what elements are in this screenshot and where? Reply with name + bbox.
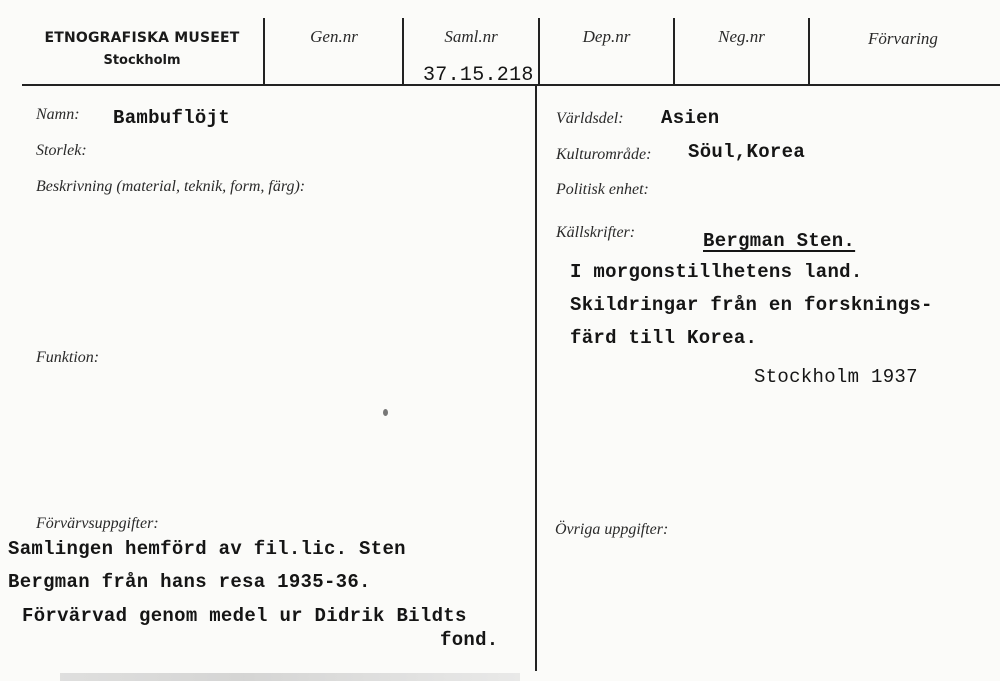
forvarv-line-3: Förvärvad genom medel ur Didrik Bildts <box>22 605 467 627</box>
museum-city: Stockholm <box>103 53 181 68</box>
beskrivning-label: Beskrivning (material, teknik, form, färg): <box>36 178 306 195</box>
forvarv-line-1: Samlingen hemförd av fil.lic. Sten <box>8 538 406 560</box>
storlek-label: Storlek: <box>36 142 87 159</box>
paper-speck <box>383 409 388 416</box>
kulturomrade-label: Kulturområde: <box>556 146 652 163</box>
neg-nr-label: Neg.nr <box>718 27 765 46</box>
gen-nr-label: Gen.nr <box>310 27 358 46</box>
forvarv-label: Förvärvsuppgifter: <box>36 515 159 532</box>
forvarv-line-2: Bergman från hans resa 1935-36. <box>8 571 371 593</box>
saml-nr-value: 37.15.218 <box>423 64 534 87</box>
ovriga-uppgifter-label: Övriga uppgifter: <box>555 521 669 538</box>
header-divider-1 <box>263 18 265 85</box>
scan-edge-shadow <box>60 673 520 681</box>
kallskrifter-line-1: I morgonstillhetens land. <box>570 261 863 283</box>
varldsdel-value: Asien <box>661 107 720 129</box>
kallskrifter-line-4: Stockholm 1937 <box>754 366 918 388</box>
forvaring-label: Förvaring <box>868 29 938 48</box>
kallskrifter-line-2: Skildringar från en forsknings- <box>570 294 933 316</box>
politisk-enhet-label: Politisk enhet: <box>556 181 649 198</box>
namn-value: Bambuflöjt <box>113 107 231 129</box>
kallskrifter-author: Bergman Sten. <box>703 230 856 252</box>
body-center-divider <box>535 86 537 671</box>
saml-nr-label: Saml.nr <box>444 27 498 46</box>
dep-nr-label: Dep.nr <box>582 27 631 46</box>
forvarv-line-4: fond. <box>440 629 499 651</box>
varldsdel-label: Världsdel: <box>556 110 624 127</box>
kulturomrade-value: Söul,Korea <box>688 141 806 163</box>
kallskrifter-line-3: färd till Korea. <box>570 327 758 349</box>
namn-label: Namn: <box>36 106 80 123</box>
kallskrifter-label: Källskrifter: <box>556 224 636 241</box>
funktion-label: Funktion: <box>36 349 100 366</box>
museum-name: ETNOGRAFISKA MUSEET <box>44 30 240 46</box>
